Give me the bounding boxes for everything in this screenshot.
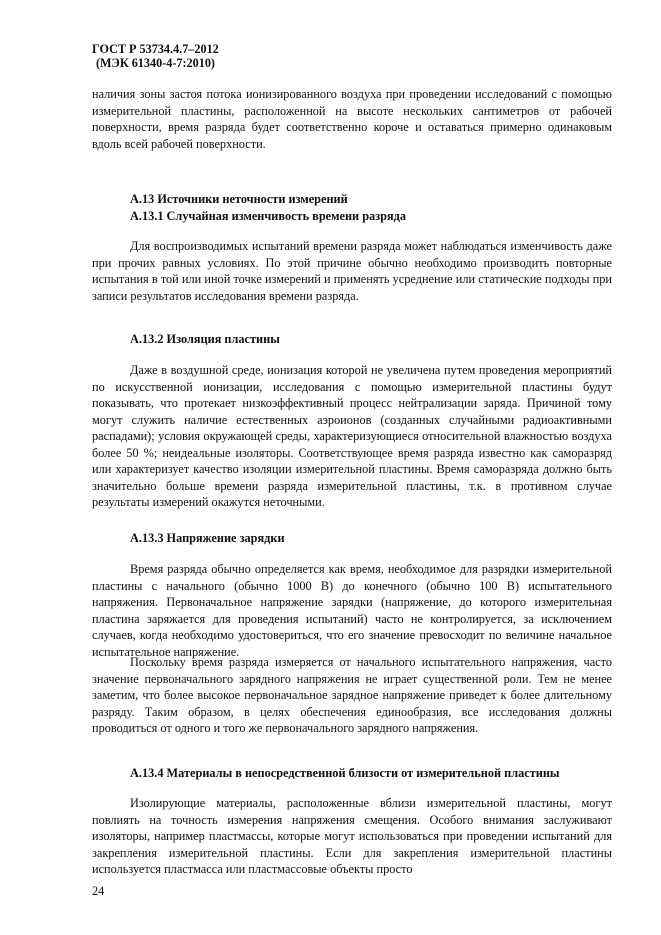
paragraph-random-variability: Для воспроизводимых испытаний времени разряда может наблюдаться изменчивость даже при прочих равных условиях. По этой причине обычно необходимо производить повторные испытания в той или иной точке измерений и применять усреднение или статические подходы при записи результатов исследования времени разряда. [92,239,612,303]
paragraph-continuation: наличия зоны застоя потока ионизированного воздуха при проведении исследований с помощью измерительной пластины, расположенной на высоте нескольких сантиметров от рабочей поверхности, время разряда будет соответственно короче и оставаться примерно одинаковым вдоль всей рабочей поверхности. [92,87,612,151]
document-header [92,42,219,70]
paragraph-charging-voltage: Время разряда обычно определяется как время, необходимое для разрядки измерительной пластины с начального (обычно 1000 В) до конечного (обычно 100 В) испытательного напряжения. Первоначальное напряжение зарядки (напряжение, до которого измерительная пластина заряжается для проведения испытаний) часто не контролируется, за исключением случаев, когда необходимо удостовериться, что его значение превосходит по величине начальное испытательное напряжение. [92,562,612,659]
iec-reference: (МЭК 61340-4-7:2010) [96,56,215,70]
standard-number: ГОСТ Р 53734.4.7–2012 [92,42,219,56]
paragraph-initial-voltage: Поскольку время разряда измеряется от начального испытательного напряжения, часто значение первоначального зарядного напряжения не играет существенной роли. Тем не менее заметим, что более высокое первоначальное зарядное напряжение приведет к более длительному разряду. Таким образом, в целях обеспечения единообразия, все исследования должны проводиться от одного и того же первоначального зарядного напряжения. [92,655,612,736]
paragraph-plate-isolation: Даже в воздушной среде, ионизация которой не увеличена путем проведения мероприятий по искусственной ионизации, исследования с помощью измерительной пластины будут показывать, что протекает низкоэффективный процесс нейтрализации заряда. Причиной тому могут служить наличие естественных аэроионов (созданных случайными радиоактивными распадами); условия окружающей среды, характеризующиеся относительной влажностью воздуха более 50 %; неидеальные изоляторы. Соответствующее время разряда известно как саморазряд или характеризует качество изоляции измерительной пластины. Время саморазряда должно быть значительно больше времени разряда измерительной пластины, т.к. в противном случае результаты измерений окажутся неточными. [92,363,612,510]
paragraph-nearby-materials: Изолирующие материалы, расположенные вблизи измерительной пластины, могут повлиять на точность измерения напряжения смещения. Особого внимания заслуживают изоляторы, например пластмассы, которые могут использоваться при проведении испытаний для закрепления измерительной пластины. Если для закрепления измерительной пластины используется пластмасса или пластмассовые объекты просто [92,796,612,877]
section-heading-a13-1: А.13.1 Случайная изменчивость времени разряда [130,209,406,223]
section-heading-a13: А.13 Источники неточности измерений [130,192,348,206]
section-heading-a13-2: А.13.2 Изоляция пластины [130,332,280,346]
section-heading-a13-4: А.13.4 Материалы в непосредственной близости от измерительной пластины [130,766,560,780]
section-heading-a13-3: А.13.3 Напряжение зарядки [130,531,285,545]
page-number: 24 [92,884,105,898]
